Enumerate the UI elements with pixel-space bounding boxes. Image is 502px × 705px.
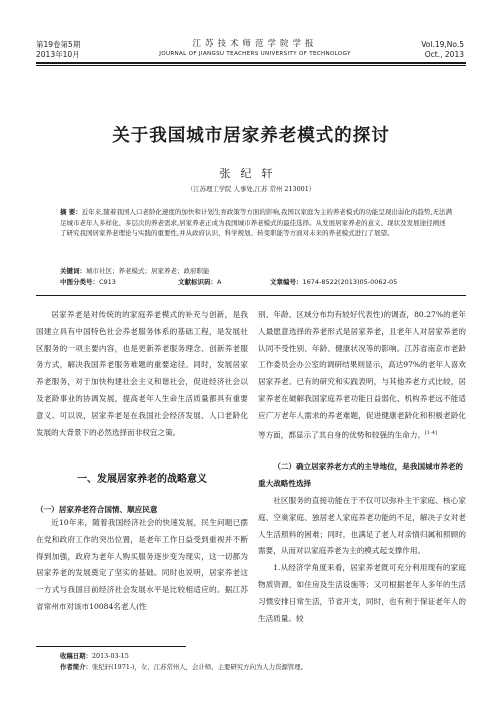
volume-issue-en: Vol.19,No.5 (421, 40, 464, 49)
received-value: 2013-03-15 (91, 652, 129, 660)
received-label: 收稿日期： (60, 652, 92, 660)
intro-text: 居家养老是对传统的的家庭养老模式的补充与创新，是我国建立具有中国特色社会养老服务体系的基础工程，是发展社区服务的一项主要内容，也是更新养老服务理念、创新养老服务方式，解决我国养老服务难题的重要途径。同时，发展居家养老服务，对于加快构建社会主义和谐社会，促进经济社会以及老龄事业的协调发展，提高老年人生命生活质量都具有重要意义。可以说，居家养老是在我国社会经济发展、人口老龄化发展的大背景下的必然选择而非权宜之策。 (36, 310, 248, 437)
subsection-1-text: 近10年来，随着我国经济社会的快速发展，民生问题已摆在党和政府工作的突出位置，是老年工作日益受到重视并不断得到加强，政府为老年人购买服务逐步变为现实，这一切都为居家养老的发展奠定了坚实的基础。同时也说明，居家养老这一方式与我国目前经济社会发展水平是比较相适应的。据江苏省常州市对该市10084名老人(性 (36, 518, 248, 611)
author-bio (60, 662, 466, 673)
keywords-text: 城市社区；养老模式；居家养老；政府职能 (86, 267, 210, 275)
doc-code-label: 文献标识码： (178, 278, 217, 286)
header-rule-thick (36, 62, 466, 64)
received-date (60, 651, 466, 662)
abstract-text: 近年来,随着我国人口老龄化速度的加快和计划生育政策等方面的影响,我国以家庭为主的养老模式的功能呈现出弱化的趋势,无法满足城市老年人多样化、多层次的养老需求,居家养老正成为我国城市养老模式的最佳选择。从发展居家养老的意义、现状及发展途径阐述了研究我国居家养老理论与实践的重要性,并从政府认识、科学规划、转变职能等方面对未来的养老模式进行了展望。 (60, 208, 452, 238)
journal-title-cn: 江苏技术师范学院学报 (192, 39, 318, 49)
date-en: Oct., 2013 (424, 50, 464, 59)
journal-volume-en (421, 40, 464, 60)
subsection-2-paragraphs (258, 493, 466, 627)
citation-1: [1-4] (425, 429, 438, 436)
classification-line (60, 277, 452, 287)
article-title: 关于我国城市居家养老模式的探讨 (112, 126, 390, 146)
doc-code-value: A (217, 278, 222, 286)
subsection-2-para-2: 1.从经济学角度来看，居家养老既可充分利用现有的家庭物质资源，如住房及生活设施等；又可根据老年人多年的生活习惯安排日常生活，节省开支，同时，也有利于保证老年人的生活质量。较 (258, 563, 466, 623)
subsection-1-paragraph (36, 515, 248, 616)
bio-value: 张纪轩(1971-)，女，江苏常州人，会计师，主要研究方向为人力资源管理。 (91, 663, 308, 671)
date-cn: 2013年10月 (36, 50, 80, 59)
subsection-2-para-1: 社区服务的直接功能在于不仅可以弥补主干家庭、核心家庭、空巢家庭、独居老人家庭养老功能的不足，解决子女对老人生活照料的困难；同时，也满足了老人对亲情归属和照顾的需要，从而对以家庭养老为主的模式起支撑作用。 (258, 496, 466, 556)
clc-value: C913 (99, 278, 116, 286)
abstract (60, 207, 452, 239)
right-paragraph-1 (258, 307, 466, 444)
subsection-1-heading: （一）居家养老符合国情、顺应民意 (36, 505, 158, 514)
bio-label: 作者简介： (60, 663, 92, 671)
article-author: 张纪轩 (219, 167, 283, 180)
journal-title-block (140, 38, 370, 58)
abstract-rule (36, 295, 466, 296)
right-paragraph-1-text: 别、年龄、区域分布均有较好代表性)的调查，80.27%的老年人最愿意选择的养老形式是居家养老，且老年人对居家养老的认同不受性别、年龄、健康状况等的影响。江苏省南京市老龄工作委员会办公室的调研结果则显示，高达97%的老年人喜欢居家养老。已有的研究和实践表明，与其他养老方式比较，居家养老在破解我国家庭养老功能日益弱化、机构养老远不能适应广万老年人需求的养老难题，促进健康老龄化和积极老龄化等方面，都显示了其自身的优势和较强的生命力。 (258, 310, 466, 440)
footnote-rule (36, 646, 186, 647)
keywords (60, 266, 452, 276)
volume-issue-cn: 第19卷第5期 (36, 40, 81, 49)
author-affiliation: （江苏理工学院 人事处,江苏 常州 213001） (186, 185, 316, 193)
section-1-heading: 一、发展居家养老的战略意义 (77, 474, 207, 485)
journal-volume-cn (36, 40, 80, 60)
journal-title-en: JOURNAL OF JIANGSU TEACHERS UNIVERSITY OF TECHNOLOGY (159, 51, 351, 57)
article-no-label: 文章编号： (270, 278, 303, 286)
intro-paragraph (36, 307, 248, 441)
keywords-label: 关键词： (60, 267, 86, 275)
abstract-label: 摘 要： (60, 208, 82, 216)
article-no-value: 1674-8522(2013)05-0062-05 (302, 278, 398, 286)
subsection-2-heading: （二）确立居家养老方式的主导地位，是我国城市养老的重大战略性选择 (258, 462, 464, 488)
clc-label: 中图分类号： (60, 278, 99, 286)
footnote (60, 651, 466, 673)
header-rule-thin (36, 65, 466, 66)
